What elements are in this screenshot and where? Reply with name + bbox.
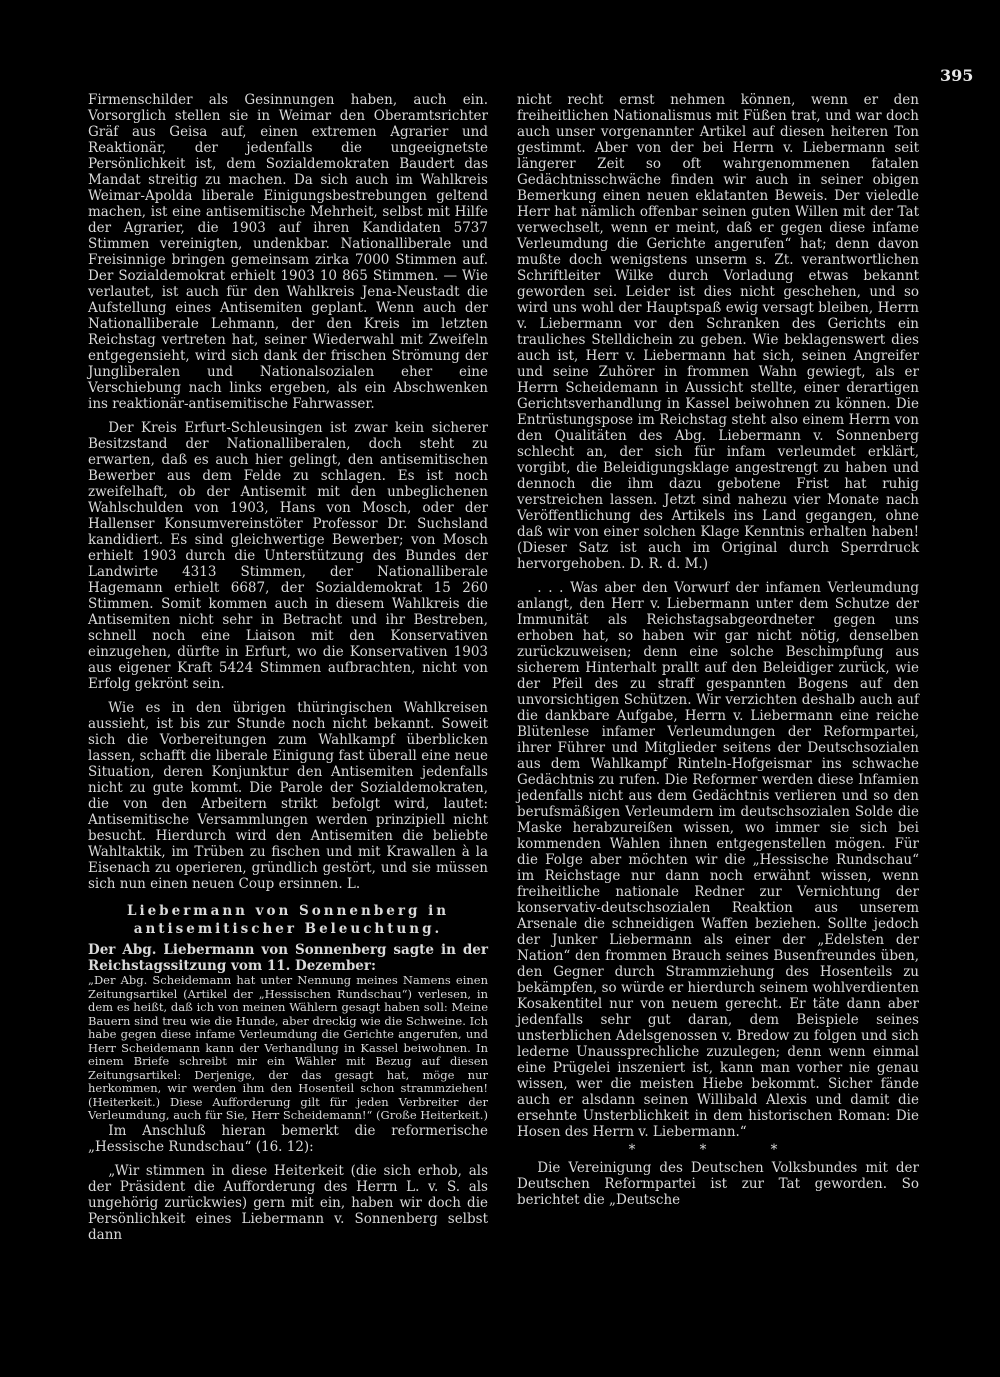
paragraph: nicht recht ernst nehmen können, wenn er den freiheitlichen Nationalismus mit Füßen trat, und war doch auch unser vorgenannter Artikel auf diesen heiteren Ton gestimmt. Aber von der bei Herrn v. Liebermann seit längerer Zeit so oft wahrgenommenen fatalen Gedächtnisschwäche finden wir auch in seiner obigen Bemerkung einen neuen eklatanten Beweis. Der vieledle Herr hat nämlich offenbar seinen guten Willen mit der Tat verwechselt, wenn er meint, daß er gegen diese infame Verleumdung die Gerichte angerufen“ hat; denn davon mußte doch wenigstens unserm s. Zt. verantwortlichen Schriftleiter Wilke durch Vorladung etwas bekannt geworden sei. Leider ist dies nicht geschehen, und so wird uns wohl der Hauptspaß ewig versagt bleiben, Herrn v. Liebermann vor den Schranken des Gerichts ein trauliches Stelldichein zu geben. Wie beklagenswert dies auch ist, Herr v. Liebermann hat sich, seinen Angreifer und seine Zuhörer in frommen Wahn gewiegt, als er Herrn Scheidemann in Aussicht stellte, einer derartigen Gerichtsverhandlung in Kassel beiwohnen zu können. Die Entrüstungspose im Reichstag steht also einem Herrn von den Qualitäten des Abg. Liebermann v. Sonnenberg schlecht an, der sich für infam verleumdet erklärt, vorgibt, die Beleidigungsklage angestrengt zu haben und dennoch die ihm dazu gebotene Frist hat ruhig verstreichen lassen. Jetzt sind nahezu vier Monate nach Veröffentlichung des Artikels ins Land gegangen, ohne daß wir von einer solchen Klage Kenntnis erhalten haben! (Dieser Satz ist auch im Original durch Sperrdruck hervorgehoben. D. R. d. M.) [517,92,919,572]
subheading: Der Abg. Liebermann von Sonnenberg sagte in der Reichstagssitzung vom 11. Dezember: [88,942,488,974]
section-heading: Liebermann von Sonnenberg in antisemitischer Beleuchtung. [126,903,450,937]
separator: * * * [628,1142,808,1158]
page-number: 395 [940,66,974,85]
left-column [88,92,488,1243]
paragraph: Im Anschluß hieran bemerkt die reformerische „Hessische Rundschau“ (16. 12): [88,1122,488,1155]
paragraph: Firmenschilder als Gesinnungen haben, auch ein. Vorsorglich stellen sie in Weimar den Oberamtsrichter Gräf aus Geisa auf, einen extremen Agrarier und Reaktionär, der jedenfalls die ungeeignetste Persönlichkeit ist, dem Sozialdemokraten Baudert das Mandat streitig zu machen. Da sich auch im Wahlkreis Weimar-Apolda liberale Einigungsbestrebungen geltend machen, ist eine antisemitische Mehrheit, selbst mit Hilfe der Agrarier, die 1903 auf ihren Kandidaten 5737 Stimmen vereinigten, undenkbar. Nationalliberale und Freisinnige bringen gemeinsam zirka 7000 Stimmen auf. Der Sozialdemokrat erhielt 1903 10 865 Stimmen. — Wie verlautet, ist auch für den Wahlkreis Jena-Neustadt die Aufstellung eines Antisemiten geplant. Wenn auch der Nationalliberale Lehmann, der den Kreis im letzten Reichstag vertreten hat, seiner Wiederwahl mit Zweifeln entgegensieht, wird sich dank der frischen Strömung der Jungliberalen und Nationalsozialen eher eine Verschiebung nach links ergeben, als ein Abschwenken ins reaktionär-antisemitische Fahrwasser. [88,92,488,412]
right-column [517,92,919,1208]
paragraph: Die Vereinigung des Deutschen Volksbundes mit der Deutschen Reformpartei ist zur Tat geworden. So berichtet die „Deutsche [517,1160,919,1208]
paragraph: . . . Was aber den Vorwurf der infamen Verleumdung anlangt, den Herr v. Liebermann unter dem Schutze der Immunität als Reichstagsabgeordneter gegen uns erhoben hat, so haben wir gar nicht nötig, denselben zurückzuweisen; denn eine solche Beschimpfung aus sicherem Hinterhalt prallt auf den Beleidiger zurück, wie der Pfeil des zu straff gespannten Bogens auf den unvorsichtigen Schützen. Wir verzichten deshalb auch auf die dankbare Aufgabe, Herrn v. Liebermann eine reiche Blütenlese infamer Verleumdungen der Reformpartei, ihrer Führer und Mitglieder seitens der Deutschsozialen aus dem Wahlkampf Rinteln-Hofgeismar ins schwache Gedächtnis zu rufen. Die Reformer werden diese Infamien jedenfalls nicht aus dem Gedächtnis verlieren und so den berufsmäßigen Verleumdern im deutschsozialen Solde die Maske herabzureißen wissen, wo immer sie sich bei kommenden Wahlen ihnen entgegenstellen mögen. Für die Folge aber möchten wir die „Hessische Rundschau“ im Reichstage nur dann noch erwähnt wissen, wenn freiheitliche nationale Redner zur Vernichtung der konservativ-deutschsozialen Reaktion aus unserem Arsenale die schneidigen Waffen beziehen. Sollte jedoch der Junker Liebermann als einer der „Edelsten der Nation“ den frommen Brauch seines Busenfreundes üben, den Gegner durch Strammziehung des Hosenteils zu bekämpfen, so würde er hierdurch seinem wohlverdienten Kosakentitel nur von neuem gerecht. Er täte dann aber jedenfalls sehr gut daran, dem Beispiele seines unsterblichen Adelsgenossen v. Bredow zu folgen und sich lederne Unaussprechliche zuzulegen; denn wenn einmal eine Prügelei inszeniert ist, kann man vorher nie genau wissen, wer die meisten Hiebe bekommt. Sicher fände auch er alsdann seinen Willibald Alexis und damit die ersehnte Unsterblichkeit in dem historischen Roman: Die Hosen des Herrn v. Liebermann.“ [517,580,919,1140]
paragraph: Wie es in den übrigen thüringischen Wahlkreisen aussieht, ist bis zur Stunde noch nicht bekannt. Soweit sich die Vorbereitungen zum Wahlkampf überblicken lassen, schafft die liberale Einigung fast überall eine neue Situation, deren Konjunktur den Antisemiten jedenfalls nicht zu gute kommt. Die Parole der Sozialdemokraten, die von den Arbeitern strikt befolgt wird, lautet: Antisemitische Versammlungen werden prinzipiell nicht besucht. Hierdurch wird den Antisemiten die beliebte Wahltaktik, im Trüben zu fischen und mit Krawallen à la Eisenach zu operieren, gründlich gestört, und sie müssen sich nun einen neuen Coup ersinnen. L. [88,700,488,892]
paragraph: „Wir stimmen in diese Heiterkeit (die sich erhob, als der Präsident die Aufforderung des Herrn L. v. S. als ungehörig zurückwies) gern mit ein, haben wir doch die Persönlichkeit eines Liebermann v. Sonnenberg selbst dann [88,1162,488,1243]
block-quote: „Der Abg. Scheidemann hat unter Nennung meines Namens einen Zeitungsartikel (Artikel der „Hessischen Rundschau“) verlesen, in dem es heißt, daß ich von meinen Wählern gesagt haben soll: Meine Bauern sind treu wie die Hunde, aber dreckig wie die Schweine. Ich habe gegen diese infame Verleumdung die Gerichte angerufen, und Herr Scheidemann kann der Verhandlung in Kassel beiwohnen. In einem Briefe schreibt mir ein Wähler mit Bezug auf diesen Zeitungsartikel: Derjenige, der das gesagt hat, möge nur herkommen, wir werden ihm den Hosenteil schon strammziehen! (Heiterkeit.) Diese Aufforderung gilt für jeden Verbreiter der Verleumdung, auch für Sie, Herr Scheidemann!“ (Große Heiterkeit.) [88,973,488,1122]
paragraph: Der Kreis Erfurt-Schleusingen ist zwar kein sicherer Besitzstand der Nationalliberalen, doch steht zu erwarten, daß es auch hier gelingt, den antisemitischen Bewerber aus dem Felde zu schlagen. Es ist noch zweifelhaft, ob der Antisemit mit den unbeglichenen Wahlschulden von 1903, Hans von Mosch, oder der Hallenser Konsumvereinstöter Professor Dr. Suchsland kandidiert. Es sind gleichwertige Bewerber; von Mosch erhielt 1903 durch die Unterstützung des Bundes der Landwirte 4313 Stimmen, der Nationalliberale Hagemann erhielt 6687, der Sozialdemokrat 15 260 Stimmen. Somit kommen auch in diesem Wahlkreis die Antisemiten nicht sehr in Betracht und ihr Bestreben, schnell noch eine Liaison mit den Konservativen einzugehen, dürfte in Erfurt, wo die Konservativen 1903 aus eigener Kraft 5424 Stimmen aufbrachten, nicht von Erfolg gekrönt sein. [88,420,488,692]
